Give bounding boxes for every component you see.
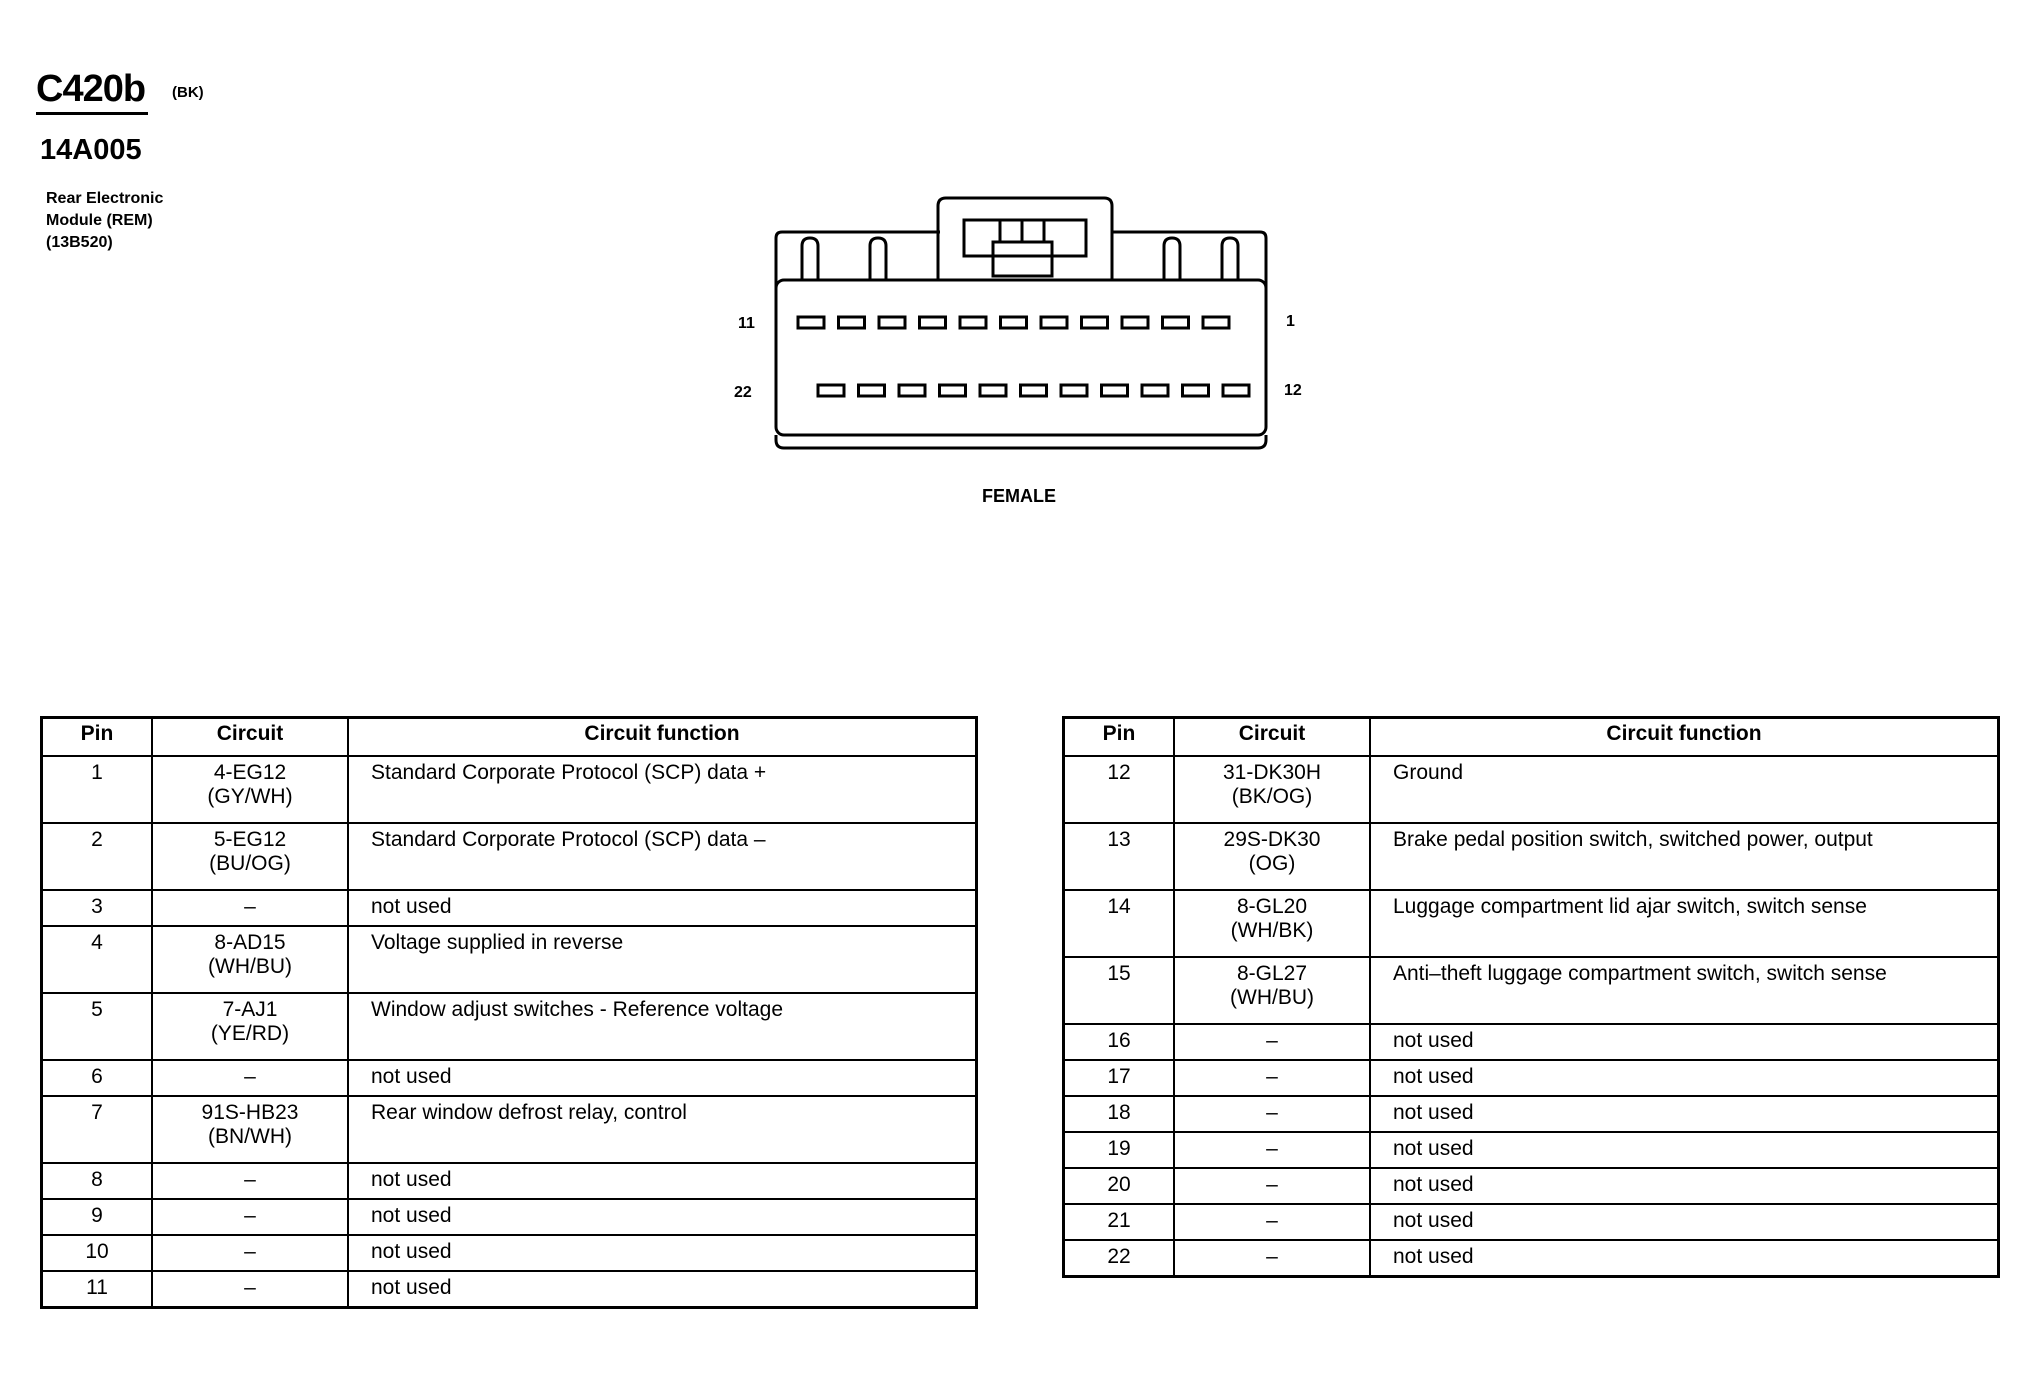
table-row [42,823,977,890]
pinout-table-right [1062,716,2000,1278]
pin-number: 7 [42,1096,153,1163]
circuit-id: – [1266,1029,1278,1052]
pin-number: 11 [42,1271,153,1308]
circuit-cell [152,890,348,926]
wire-color: (WH/BK) [1230,919,1314,942]
wire-color: (OG) [1248,852,1296,875]
circuit-function: not used [1370,1096,1999,1132]
function-header: Circuit function [1370,718,1999,757]
circuit-function: Standard Corporate Protocol (SCP) data + [348,756,977,823]
circuit-function: not used [1370,1204,1999,1240]
circuit-cell [152,1235,348,1271]
pin-number: 10 [42,1235,153,1271]
circuit-function: Ground [1370,756,1999,823]
circuit-id: – [244,1276,256,1299]
pin-number: 19 [1064,1132,1175,1168]
description-line: Module (REM) [46,212,153,229]
table-row [42,1271,977,1308]
circuit-cell [152,926,348,993]
component-description [46,188,163,254]
connector-tab [802,238,818,280]
circuit-cell [1174,957,1370,1024]
gender-label: FEMALE [982,486,1056,506]
pin-cavity [1163,317,1189,328]
table-row [42,890,977,926]
circuit-cell [1174,1096,1370,1132]
pin-cavity [1001,317,1027,328]
table-row [1064,1096,1999,1132]
connector-tab [1164,238,1180,280]
pin-cavity [1102,385,1128,396]
table-row [1064,823,1999,890]
table-row [42,1235,977,1271]
circuit-cell [152,756,348,823]
circuit-id: – [244,1168,256,1191]
circuit-id: – [1266,1173,1278,1196]
circuit-cell [152,1199,348,1235]
connector-latch-window [964,220,1086,256]
table-row [42,756,977,823]
table-row [42,1060,977,1096]
table-row [1064,1204,1999,1240]
circuit-function: Voltage supplied in reverse [348,926,977,993]
pin-cavity [1183,385,1209,396]
connector-face-diagram [720,190,1320,460]
circuit-function: Rear window defrost relay, control [348,1096,977,1163]
pin-label-12: 12 [1284,382,1302,399]
table-row [42,1163,977,1199]
circuit-cell [152,1163,348,1199]
table-header-row [1064,718,1999,757]
circuit-function: not used [1370,1024,1999,1060]
circuit-id: 29S-DK30 [1223,828,1321,851]
wire-color: (GY/WH) [207,785,293,808]
table-row [1064,1132,1999,1168]
pin-cavity [839,317,865,328]
pin-number: 16 [1064,1024,1175,1060]
pin-number: 9 [42,1199,153,1235]
pin-cavity [980,385,1006,396]
circuit-function: Anti–theft luggage compartment switch, switch sense [1370,957,1999,1024]
circuit-cell [1174,1168,1370,1204]
circuit-cell [152,1271,348,1308]
circuit-id: – [1266,1209,1278,1232]
circuit-cell [1174,1024,1370,1060]
table-row [42,1096,977,1163]
pin-cavity [879,317,905,328]
connector-tab [870,238,886,280]
pin-number: 18 [1064,1096,1175,1132]
circuit-function: Brake pedal position switch, switched power, output [1370,823,1999,890]
table-row [1064,890,1999,957]
circuit-cell [1174,1060,1370,1096]
table-row [1064,1168,1999,1204]
color-code: (BK) [172,84,204,101]
circuit-function: not used [348,1199,977,1235]
circuit-function: not used [348,1163,977,1199]
pin-number: 17 [1064,1060,1175,1096]
circuit-cell [1174,1240,1370,1277]
connector-rim [1112,232,1266,300]
circuit-header: Circuit [152,718,348,757]
circuit-function: not used [1370,1132,1999,1168]
circuit-id: 8-AD15 [214,931,286,954]
pin-header: Pin [42,718,153,757]
circuit-id: 5-EG12 [213,828,287,851]
table-row [1064,957,1999,1024]
pin-number: 5 [42,993,153,1060]
pin-number: 15 [1064,957,1175,1024]
circuit-cell [152,823,348,890]
circuit-id: 91S-HB23 [201,1101,299,1124]
pin-cavity [960,317,986,328]
circuit-id: – [244,1240,256,1263]
circuit-id: 31-DK30H [1222,761,1322,784]
wire-color: (WH/BU) [208,955,292,978]
description-line: (13B520) [46,234,113,251]
circuit-id: – [1266,1101,1278,1124]
circuit-function: not used [1370,1060,1999,1096]
pinout-table-left [40,716,978,1309]
pin-cavity [1223,385,1249,396]
pin-cavity [940,385,966,396]
pin-number: 20 [1064,1168,1175,1204]
circuit-id: – [244,1065,256,1088]
circuit-function: Window adjust switches - Reference voltage [348,993,977,1060]
circuit-id: 7-AJ1 [222,998,278,1021]
connector-housing [776,280,1266,435]
circuit-id: 8-GL20 [1236,895,1308,918]
pin-number: 6 [42,1060,153,1096]
circuit-function: Standard Corporate Protocol (SCP) data – [348,823,977,890]
circuit-function: not used [348,1271,977,1308]
circuit-id: – [1266,1137,1278,1160]
circuit-id: – [1266,1245,1278,1268]
connector-housing-base [776,435,1266,448]
pin-label-1: 1 [1286,313,1295,330]
wire-color: (YE/RD) [210,1022,290,1045]
circuit-function: not used [348,1060,977,1096]
wire-color: (BU/OG) [209,852,291,875]
table-row [42,1199,977,1235]
pin-number: 3 [42,890,153,926]
circuit-cell [1174,1132,1370,1168]
circuit-function: not used [1370,1240,1999,1277]
pin-number: 8 [42,1163,153,1199]
circuit-cell [152,1096,348,1163]
pin-number: 21 [1064,1204,1175,1240]
circuit-cell [1174,890,1370,957]
pin-cavity [1061,385,1087,396]
pin-cavity [920,317,946,328]
circuit-function: not used [348,1235,977,1271]
wire-color: (BN/WH) [208,1125,292,1148]
pin-number: 14 [1064,890,1175,957]
circuit-id: 8-GL27 [1236,962,1308,985]
pin-number: 4 [42,926,153,993]
pin-cavity [1041,317,1067,328]
circuit-cell [152,993,348,1060]
circuit-cell [1174,1204,1370,1240]
pin-number: 22 [1064,1240,1175,1277]
pin-label-22: 22 [734,384,752,401]
pin-number: 12 [1064,756,1175,823]
circuit-header: Circuit [1174,718,1370,757]
pin-label-11: 11 [738,315,755,332]
pin-number: 2 [42,823,153,890]
table-row [1064,1060,1999,1096]
table-header-row [42,718,977,757]
wire-color: (BK/OG) [1231,785,1313,808]
connector-code: C420b [36,68,146,110]
pin-number: 1 [42,756,153,823]
circuit-id: – [244,895,256,918]
pin-cavity [859,385,885,396]
part-number: 14A005 [40,134,142,166]
pin-cavity [798,317,824,328]
circuit-cell [152,1060,348,1096]
pin-cavity [1082,317,1108,328]
circuit-id: 4-EG12 [213,761,287,784]
pin-cavity [899,385,925,396]
circuit-id: – [1266,1065,1278,1088]
circuit-function: not used [348,890,977,926]
circuit-function: not used [1370,1168,1999,1204]
pin-cavity [1122,317,1148,328]
function-header: Circuit function [348,718,977,757]
pin-number: 13 [1064,823,1175,890]
table-row [42,993,977,1060]
circuit-function: Luggage compartment lid ajar switch, switch sense [1370,890,1999,957]
circuit-id: – [244,1204,256,1227]
table-row [42,926,977,993]
circuit-cell [1174,823,1370,890]
pin-cavity [818,385,844,396]
description-line: Rear Electronic [46,190,164,207]
circuit-cell [1174,756,1370,823]
pin-header: Pin [1064,718,1175,757]
connector-code-underline [36,112,148,115]
table-row [1064,756,1999,823]
pin-cavity [1021,385,1047,396]
table-row [1064,1024,1999,1060]
table-row [1064,1240,1999,1277]
connector-tab [1222,238,1238,280]
pin-cavity [1142,385,1168,396]
wire-color: (WH/BU) [1230,986,1314,1009]
pin-cavity [1203,317,1229,328]
